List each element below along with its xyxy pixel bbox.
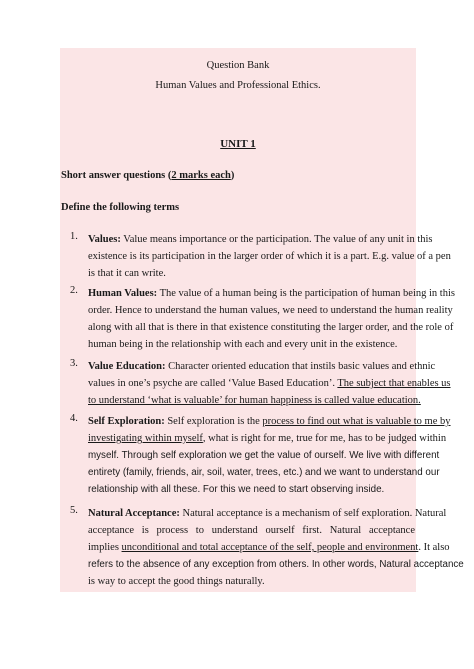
item-number: 1. [70, 231, 78, 242]
item-line [88, 430, 447, 447]
item-line: human being in the relationship with each and every unit in the existence. [88, 339, 398, 350]
item-underlined-text: process to find out what is valuable to me by [262, 416, 451, 427]
item-body [88, 505, 464, 590]
unit-heading: UNIT 1 [220, 138, 256, 150]
item-term: Human Values: [88, 288, 158, 299]
item-term: Natural Acceptance: [88, 508, 180, 519]
item-number: 3. [70, 358, 78, 369]
section-heading [61, 170, 234, 181]
item-line: entirety (family, friends, air, soil, water, trees, etc.) and we want to understand our [88, 467, 440, 478]
instruction-heading: Define the following terms [61, 202, 180, 213]
item-underlined-text: The subject that enables us [337, 378, 451, 389]
item-line: to understand ‘what is valuable’ for human happiness is called value education. [88, 395, 421, 406]
item-line: existence is its participation in the larger order of which it is a part. E.g. value of a pen [88, 251, 451, 262]
item-line: order. Hence to understand the human values, we need to understand the human reality [88, 305, 453, 316]
item-line: acceptance is process to understand ourself first. Natural acceptance [88, 525, 415, 536]
document-subtitle: Human Values and Professional Ethics. [155, 80, 321, 91]
item-line: refers to the absence of any exception from others. In other words, Natural acceptance [88, 559, 464, 570]
item-number: 5. [70, 505, 78, 516]
item-line [88, 285, 455, 302]
item-text: . It also [418, 542, 450, 553]
item-text: Natural acceptance is a mechanism of self exploration. Natural [179, 508, 447, 519]
item-text: The value of a human being is the participation of human being in this [157, 288, 455, 299]
item-line [88, 505, 447, 522]
item-text: values in one’s psyche are called ‘Value Based Education’. [88, 378, 335, 389]
section-heading-prefix: Short answer questions ( [61, 170, 172, 181]
item-body [88, 358, 451, 409]
item-line [88, 539, 450, 556]
item-line: relationship with all these. For this we need to start observing inside. [88, 484, 385, 495]
item-text: , what is right for me, true for me, has to be judged within [202, 433, 447, 444]
item-term: Values: [88, 234, 121, 245]
section-heading-suffix: ) [230, 170, 235, 181]
item-term: Self Exploration: [88, 416, 165, 427]
item-text: implies [88, 542, 122, 553]
section-heading-marks: 2 marks each [171, 170, 231, 181]
item-body [88, 413, 451, 498]
item-text: Value means importance or the participation. The value of any unit in this [120, 234, 433, 245]
item-text: Self exploration is the [164, 416, 263, 427]
item-number: 4. [70, 413, 78, 424]
item-term: Value Education: [88, 361, 166, 372]
document-title: Question Bank [206, 60, 270, 71]
item-underlined-text: investigating within myself [88, 433, 203, 444]
item-text: Character oriented education that instils basic values and ethnic [165, 361, 436, 372]
item-line [88, 413, 451, 430]
item-line [88, 358, 436, 375]
item-body [88, 231, 451, 282]
item-number: 2. [70, 285, 78, 296]
item-line [88, 231, 433, 248]
item-line: is that it can write. [88, 268, 166, 279]
item-line: myself. Through self exploration we get the value of ourself. We live with different [88, 450, 440, 461]
item-body [88, 285, 455, 353]
item-line [88, 375, 451, 392]
item-line: is way to accept the good things naturally. [88, 576, 265, 587]
item-line: along with all that is there in that existence constituting the larger order, and the role of [88, 322, 454, 333]
item-underlined-text: unconditional and total acceptance of the self, people and environment [121, 542, 419, 553]
